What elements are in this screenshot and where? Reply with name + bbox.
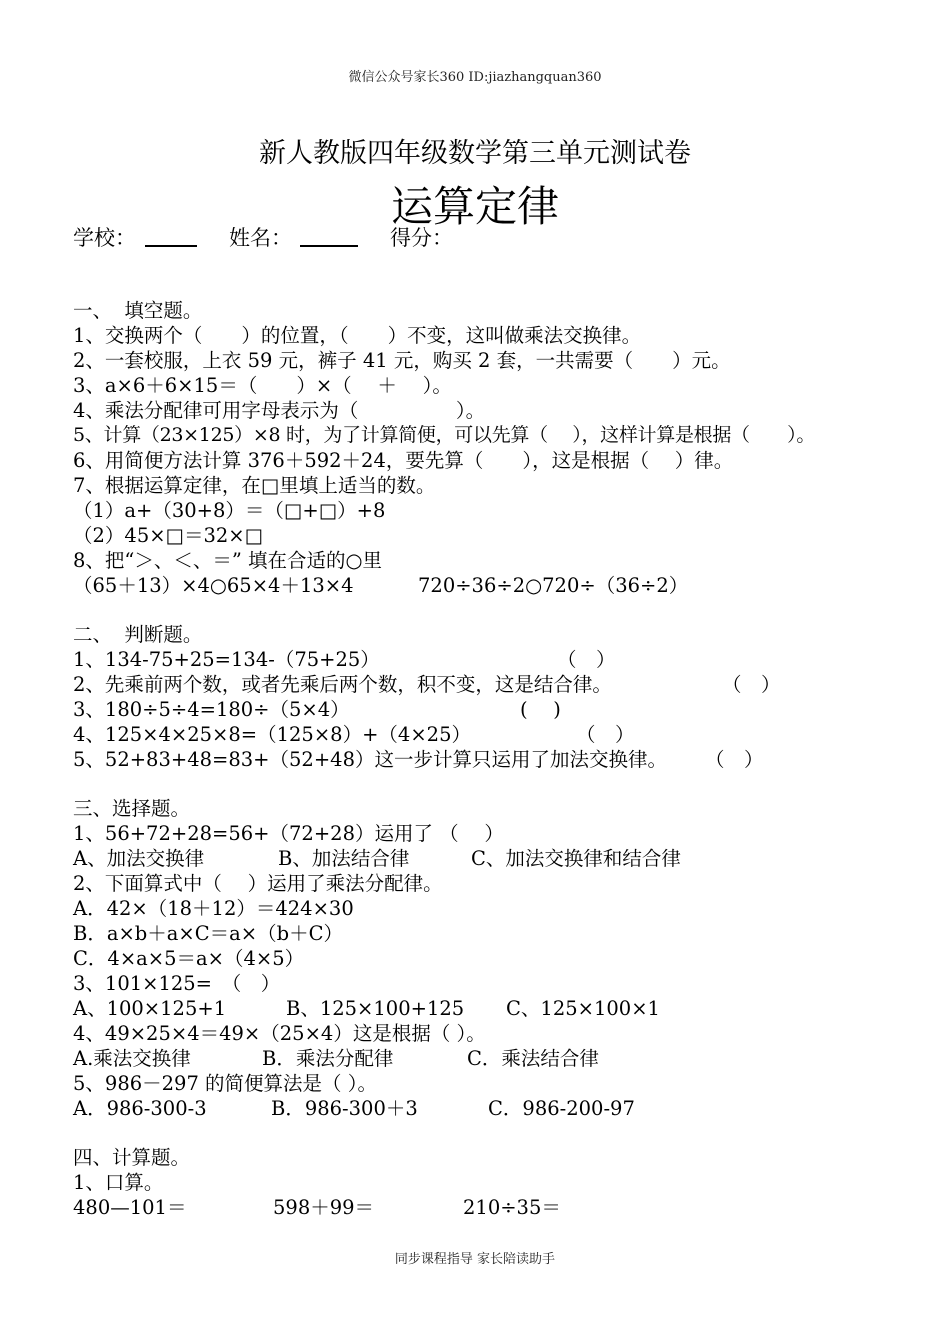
s2-mark-4: （ ） [576, 723, 635, 746]
s1-q8b: 720÷36÷2○720÷（36÷2） [418, 574, 689, 597]
name-blank [300, 225, 358, 247]
s1-q7: 7、根据运算定律，在□里填上适当的数。 [73, 474, 436, 497]
school-blank [145, 225, 197, 247]
s3-q5: 5、986－297 的简便算法是（ ）。 [73, 1072, 377, 1095]
s2-item-2: 2、先乘前两个数，或者先乘后两个数，积不变，这是结合律。 [73, 673, 612, 696]
s1-q8: 8、把“＞、＜、＝” 填在合适的○里 [73, 549, 383, 572]
page-title: 新人教版四年级数学第三单元测试卷 [259, 138, 691, 169]
s2-mark-3: ( ) [520, 698, 561, 721]
s3-q3-opt-b: B、125×100+125 [286, 997, 465, 1020]
s2-mark-2: （ ） [722, 673, 781, 696]
s3-q2-opt-b: B．a×b＋a×C＝a×（b＋C） [73, 922, 344, 945]
score-label: 得分： [390, 226, 453, 250]
s3-q2: 2、下面算式中（ ）运用了乘法分配律。 [73, 872, 443, 895]
s3-q2-opt-a: A．42×（18＋12）＝424×30 [73, 897, 354, 920]
section4-heading: 四、计算题。 [73, 1146, 191, 1169]
s2-mark-1: （ ） [557, 648, 616, 671]
section2-heading: 二、 判断题。 [73, 623, 203, 646]
s1-q1: 1、交换两个（ ）的位置，（ ）不变，这叫做乘法交换律。 [73, 324, 642, 347]
s3-q2-opt-c: C．4×a×5＝a×（4×5） [73, 947, 305, 970]
s4-item-3: 210÷35＝ [463, 1196, 561, 1219]
s1-q6: 6、用简便方法计算 376＋592＋24，要先算（ ），这是根据（ ）律。 [73, 449, 734, 472]
section1-heading: 一、 填空题。 [73, 299, 203, 322]
s2-item-3: 3、180÷5÷4=180÷（5×4） [73, 698, 350, 721]
s3-q1: 1、56+72+28=56+（72+28）运用了 （ ） [73, 822, 504, 845]
s3-q3-opt-c: C、125×100×1 [506, 997, 660, 1020]
s3-q1-opt-c: C、加法交换律和结合律 [471, 847, 681, 870]
s1-q8a: （65＋13）×4○65×4＋13×4 [73, 574, 354, 597]
s3-q1-opt-b: B、加法结合律 [278, 847, 410, 870]
s1-q5: 5、计算（23×125）×8 时，为了计算简便，可以先算（ ），这样计算是根据（ ）。 [73, 424, 816, 446]
s4-item-1: 480—101＝ [73, 1196, 187, 1219]
page-subtitle: 运算定律 [390, 182, 559, 231]
s2-item-1: 1、134-75+25=134-（75+25） [73, 648, 380, 671]
s1-q3: 3、a×6＋6×15＝（ ）×（ ＋ ）。 [73, 374, 452, 397]
s2-item-5: 5、52+83+48=83+（52+48）这一步计算只运用了加法交换律。 [73, 748, 667, 771]
s4-item-2: 598＋99＝ [273, 1196, 375, 1219]
s1-q2: 2、一套校服，上衣 59 元，裤子 41 元，购买 2 套，一共需要（ ）元。 [73, 349, 731, 372]
s2-mark-5: （ ） [705, 748, 764, 771]
page-footer: 同步课程指导 家长陪读助手 [394, 1252, 556, 1267]
s3-q4-opt-a: A.乘法交换律 [73, 1047, 191, 1070]
s1-q7b: （2）45×□＝32×□ [73, 524, 264, 547]
name-label: 姓名： [229, 226, 292, 250]
s4-sub1: 1、口算。 [73, 1171, 164, 1194]
s3-q5-opt-c: C．986-200-97 [488, 1097, 635, 1120]
section3-heading: 三、选择题。 [73, 797, 191, 820]
s3-q5-opt-a: A．986-300-3 [73, 1097, 207, 1120]
s3-q4-opt-c: C．乘法结合律 [467, 1047, 599, 1070]
s3-q4-opt-b: B．乘法分配律 [262, 1047, 394, 1070]
page-header: 微信公众号家长360 ID:jiazhangquan360 [348, 70, 602, 85]
s2-item-4: 4、125×4×25×8=（125×8）+（4×25） [73, 723, 471, 746]
s3-q3: 3、101×125= （ ） [73, 972, 281, 995]
s3-q5-opt-b: B．986-300＋3 [271, 1097, 418, 1120]
school-label: 学校： [73, 226, 136, 250]
s1-q7a: （1）a+（30+8）＝（□+□）+8 [73, 499, 386, 522]
s3-q3-opt-a: A、100×125+1 [73, 997, 227, 1020]
s3-q1-opt-a: A、加法交换律 [73, 847, 205, 870]
s1-q4: 4、乘法分配律可用字母表示为（ ）。 [73, 399, 486, 422]
s3-q4: 4、49×25×4＝49×（25×4）这是根据（ ）。 [73, 1022, 486, 1045]
